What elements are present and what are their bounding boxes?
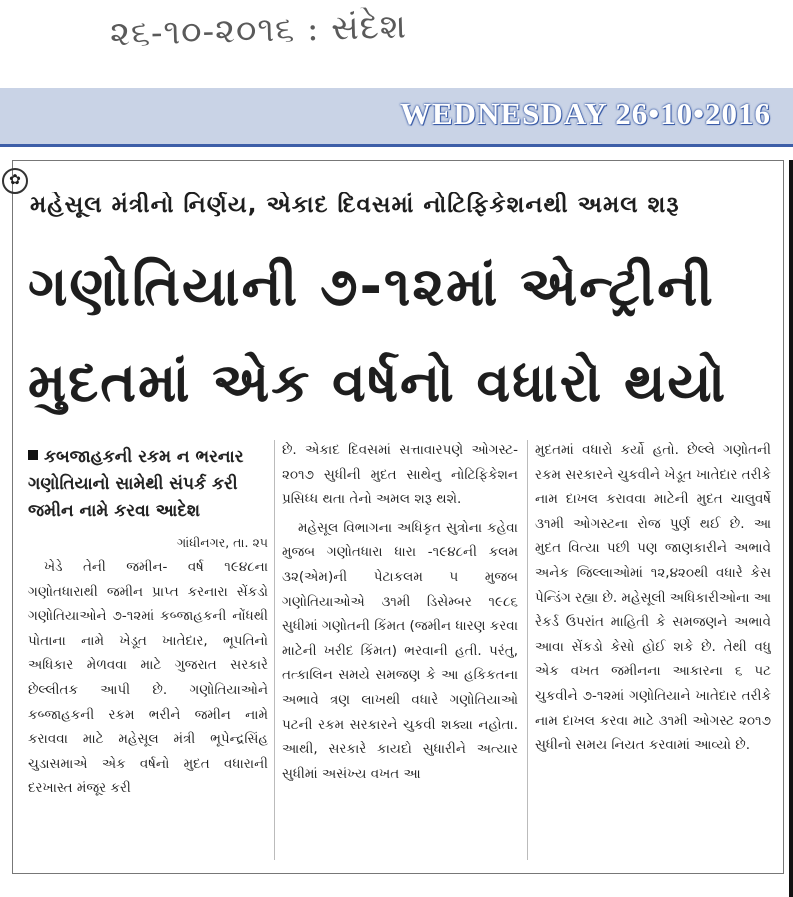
body-paragraph: મહેસૂલ વિભાગના અધિકૃત સુત્રોના કહેવા મુજબ ગણોતધારા ધારા -૧૯૪૮ની કલમ ૩૨(એમ)ની પેટાકલમ ૫ મુજબ ગણોતિયાઓએ ૩૧મી ડિસેમ્બર ૧૯૮૬ સુધીમાં ગણોતની કિંમત (જમીન ધારણ કરવા માટેની ખરીદ કિંમત) ભરવાની હતી. પરંતુ, તત્કાલિન સમયે સમજણ કે આ હકિકતના અભાવે ત્રણ લાખથી વધારે ગણોતિયાઓ પટની રકમ સરકારને ચુકવી શક્યા નહોતા. આથી, સરકારે કાયદો સુધારીને અત્યાર સુધીમાં અસંખ્ય વખત આ	[282, 519, 518, 782]
article-column-3	[535, 438, 771, 758]
article-column-1	[28, 438, 268, 801]
pin-icon: ✿	[2, 168, 28, 194]
summary-text: કબજાહકની રકમ ન ભરનાર ગણોતિયાનો સામેથી સંપર્ક કરી જમીન નામે કરવા આદેશ	[28, 447, 244, 521]
summary-box	[28, 444, 268, 525]
body-paragraph: મુદતમાં વધારો કર્યો હતો. છેલ્લે ગણોતની રકમ સરકારને ચુકવીને ખેડૂત ખાતેદાર તરીકે નામ દાખલ કરાવવા માટેની મુદત ચાલુવર્ષે ૩૧મી ઓગસ્ટના રોજ પુર્ણ થઈ છે. આ મુદત વિત્યા પછી પણ જાણકારીને અભાવે અનેક જિલ્લાઓમાં ૧૨,૪૨૦થી વધારે કેસ પેન્ડિંગ રહ્યા છે. મહેસૂલી અધિકારીઓના આ રેકર્ડ ઉપરાંત માહિતી કે સમજણને અભાવે આવા સેંકડો કેસો હોઈ શકે છે. તેથી વધુ એક વખત જમીનના આકારના ૬ પટ ચુકવીને ૭-૧૨માં ગણોતિયાને ખાતેદાર તરીકે નામ દાખલ કરવા માટે ૩૧મી ઓગસ્ટ ૨૦૧૭ સુધીનો સમય નિયત કરવામાં આવ્યો છે.	[535, 442, 771, 754]
main-headline-line-2: મુદતમાં એક વર્ષનો વધારો થયો	[28, 351, 728, 414]
dateline: ગાંધીનગર, તા. ૨૫	[177, 535, 268, 550]
column-divider	[274, 440, 275, 860]
page-edge	[789, 160, 793, 897]
handwritten-date-note: ૨૬-૧૦-૨૦૧૬ : સંદેશ	[109, 6, 408, 55]
date-banner-rule	[0, 144, 793, 147]
body-paragraph: છે. એકાદ દિવસમાં સત્તાવારપણે ઓગસ્ટ- ૨૦૧૭ સુધીની મુદત સાથેનુ નોટિફિકેશન પ્રસિધ્ધ થતા તેનો અમલ શરૂ થશે.	[282, 442, 518, 508]
square-bullet-icon	[28, 450, 38, 460]
main-headline-line-1: ગણોતિયાની ૭-૧૨માં એન્ટ્રીની	[28, 255, 715, 318]
publication-date: WEDNESDAY 26•10•2016	[400, 96, 771, 131]
column-divider	[527, 440, 528, 860]
article-column-2	[282, 438, 518, 786]
kicker-headline: મહેસૂલ મંત્રીનો નિર્ણય, એકાદ દિવસમાં નોટિફિકેશનથી અમલ શરૂ	[30, 192, 680, 218]
body-paragraph: ખેડે તેની જમીન- વર્ષ ૧૯૪૮ના ગણોતધારાથી જમીન પ્રાપ્ત કરનારા સેંકડો ગણોતિયાઓને ૭-૧૨માં કબ્જાહકની નોંધથી પોતાના નામે ખેડૂત ખાતેદાર, ભૂપતિનો અધિકાર મેળવવા માટે ગુજરાત સરકારે છેલ્લીતક આપી છે. ગણોતિયાઓને કબ્જાહકની રકમ ભરીને જમીન નામે કરાવવા માટે મહેસૂલ મંત્રી ભૂપેન્દ્રસિંહ ચુડાસમાએ એક વર્ષનો મુદત વધારાની દરખાસ્ત મંજૂર કરી	[28, 559, 268, 797]
